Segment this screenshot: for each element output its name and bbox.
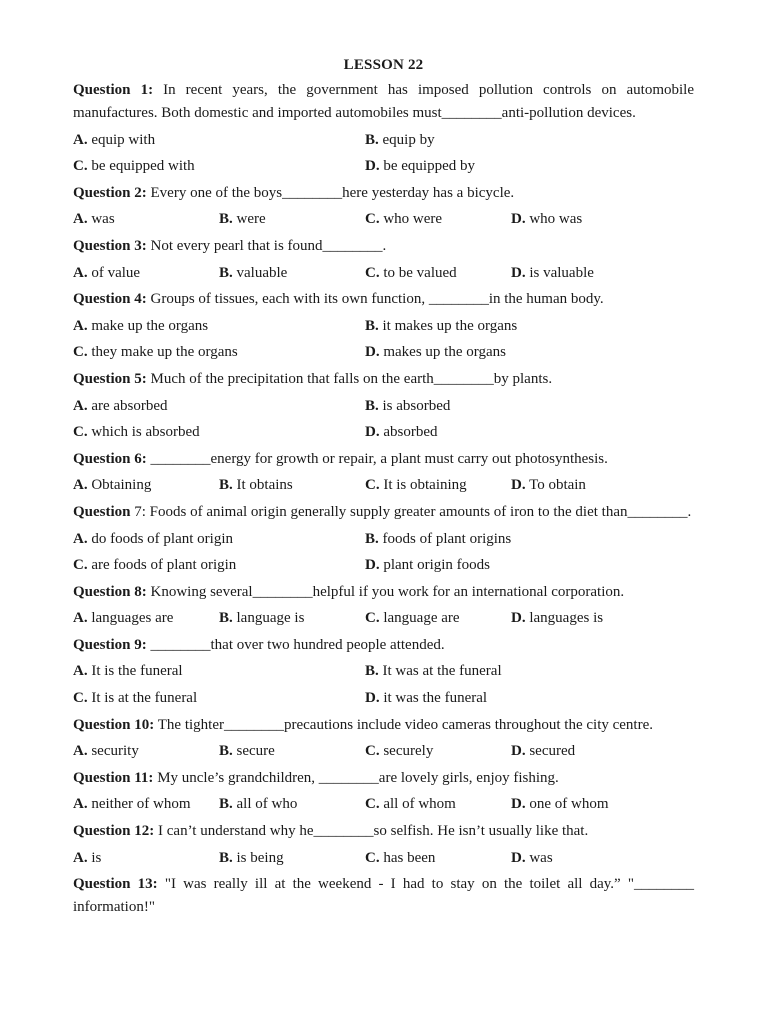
option-letter: D. xyxy=(511,743,526,760)
options-1 xyxy=(73,129,694,179)
option-b xyxy=(219,740,365,763)
option-letter: C. xyxy=(73,424,88,441)
question-label: Question 4: xyxy=(73,291,147,308)
options-2 xyxy=(73,208,694,231)
option-c xyxy=(73,155,365,178)
question-text: Every one of the boys________here yesterday has a bicycle. xyxy=(146,184,515,201)
option-text: has been xyxy=(379,849,436,866)
option-a xyxy=(73,208,219,231)
question-label: Question 2: xyxy=(73,184,147,201)
option-text: To obtain xyxy=(525,477,586,494)
question-label: Question 11: xyxy=(73,769,154,786)
options-6 xyxy=(73,474,694,497)
option-text: make up the organs xyxy=(87,317,209,334)
option-text: it was the funeral xyxy=(379,690,488,707)
question-11 xyxy=(73,767,694,790)
option-a xyxy=(73,262,219,285)
option-c xyxy=(73,554,365,577)
options-3 xyxy=(73,262,694,285)
option-b xyxy=(365,528,657,551)
option-letter: B. xyxy=(219,849,233,866)
option-b xyxy=(219,847,365,870)
options-9 xyxy=(73,660,694,710)
options-11 xyxy=(73,793,694,816)
question-6 xyxy=(73,448,694,471)
option-letter: A. xyxy=(73,211,88,228)
question-3 xyxy=(73,235,694,258)
option-letter: C. xyxy=(73,344,88,361)
option-text: foods of plant origins xyxy=(378,530,512,547)
option-letter: B. xyxy=(365,530,379,547)
option-text: language are xyxy=(379,610,460,627)
option-letter: D. xyxy=(365,344,380,361)
option-text: secured xyxy=(525,743,576,760)
option-b xyxy=(219,262,365,285)
option-c xyxy=(365,607,511,630)
option-text: It obtains xyxy=(232,477,293,494)
option-letter: A. xyxy=(73,317,88,334)
option-b xyxy=(365,315,657,338)
option-letter: B. xyxy=(219,477,233,494)
question-text: Groups of tissues, each with its own function, ________in the human body. xyxy=(146,291,604,308)
option-text: secure xyxy=(232,743,275,760)
option-b xyxy=(219,793,365,816)
options-7 xyxy=(73,528,694,578)
option-text: who was xyxy=(525,211,583,228)
option-a xyxy=(73,660,365,683)
question-label: Question 6: xyxy=(73,450,147,467)
options-12 xyxy=(73,847,694,870)
question-8 xyxy=(73,581,694,604)
question-label: Question 3: xyxy=(73,237,147,254)
option-text: absorbed xyxy=(379,424,438,441)
option-letter: C. xyxy=(73,158,88,175)
option-d xyxy=(511,847,657,870)
option-c xyxy=(365,793,511,816)
question-text: Much of the precipitation that falls on the earth________by plants. xyxy=(146,370,553,387)
option-b xyxy=(365,129,657,152)
option-text: is absorbed xyxy=(378,397,451,414)
option-a xyxy=(73,793,219,816)
question-text: ________energy for growth or repair, a plant must carry out photosynthesis. xyxy=(146,450,608,467)
option-b xyxy=(365,395,657,418)
question-label: Question 13: xyxy=(73,876,158,893)
option-letter: A. xyxy=(73,131,88,148)
option-text: all of who xyxy=(232,796,298,813)
option-text: is valuable xyxy=(525,264,594,281)
option-text: securely xyxy=(379,743,434,760)
option-letter: A. xyxy=(73,849,88,866)
option-text: one of whom xyxy=(525,796,609,813)
option-letter: D. xyxy=(365,158,380,175)
option-letter: C. xyxy=(365,796,380,813)
option-c xyxy=(365,740,511,763)
option-letter: B. xyxy=(219,796,233,813)
option-text: were xyxy=(232,211,266,228)
option-letter: C. xyxy=(365,743,380,760)
option-text: all of whom xyxy=(379,796,456,813)
question-text: Knowing several________helpful if you work for an international corporation. xyxy=(146,583,625,600)
question-text: I can’t understand why he________so selfish. He isn’t usually like that. xyxy=(154,823,589,840)
option-text: it makes up the organs xyxy=(378,317,518,334)
option-d xyxy=(511,208,657,231)
question-label: Question 1: xyxy=(73,82,154,98)
option-text: It was at the funeral xyxy=(378,663,502,680)
option-letter: B. xyxy=(219,743,233,760)
option-text: languages are xyxy=(87,610,174,627)
question-2 xyxy=(73,182,694,205)
question-text: 7: Foods of animal origin generally supply greater amounts of iron to the diet than________. xyxy=(130,503,692,520)
option-a xyxy=(73,395,365,418)
option-a xyxy=(73,315,365,338)
option-text: Obtaining xyxy=(87,477,152,494)
option-d xyxy=(365,421,657,444)
option-text: It is obtaining xyxy=(379,477,467,494)
option-letter: A. xyxy=(73,477,88,494)
option-text: languages is xyxy=(525,610,604,627)
option-d xyxy=(511,740,657,763)
option-letter: A. xyxy=(73,397,88,414)
option-c xyxy=(73,687,365,710)
option-c xyxy=(73,421,365,444)
question-text: My uncle’s grandchildren, ________are lovely girls, enjoy fishing. xyxy=(153,769,559,786)
option-letter: C. xyxy=(365,211,380,228)
option-letter: A. xyxy=(73,743,88,760)
option-letter: B. xyxy=(365,131,379,148)
option-b xyxy=(219,208,365,231)
question-text: The tighter________precautions include video cameras throughout the city centre. xyxy=(154,716,654,733)
option-letter: C. xyxy=(365,477,380,494)
question-10 xyxy=(73,714,694,737)
option-letter: B. xyxy=(365,397,379,414)
question-4 xyxy=(73,288,694,311)
option-text: valuable xyxy=(232,264,288,281)
option-text: to be valued xyxy=(379,264,457,281)
option-letter: D. xyxy=(365,424,380,441)
question-text: In recent years, the government has imposed pollution controls on automobile manufactures. Both domestic and imported automobiles must________anti-pollution devices. xyxy=(73,82,694,121)
option-d xyxy=(365,155,657,178)
option-d xyxy=(511,607,657,630)
option-letter: D. xyxy=(511,264,526,281)
option-text: of value xyxy=(87,264,141,281)
option-a xyxy=(73,740,219,763)
option-letter: D. xyxy=(365,557,380,574)
option-text: they make up the organs xyxy=(87,344,238,361)
option-letter: B. xyxy=(219,610,233,627)
question-13 xyxy=(73,873,694,919)
option-letter: A. xyxy=(73,530,88,547)
options-10 xyxy=(73,740,694,763)
option-d xyxy=(365,554,657,577)
page-title: LESSON 22 xyxy=(343,57,424,73)
question-label: Question 8: xyxy=(73,583,147,600)
option-c xyxy=(365,847,511,870)
option-letter: D. xyxy=(511,796,526,813)
option-letter: D. xyxy=(511,610,526,627)
option-b xyxy=(219,607,365,630)
option-text: was xyxy=(87,211,115,228)
option-letter: D. xyxy=(511,849,526,866)
option-c xyxy=(365,262,511,285)
option-letter: B. xyxy=(219,211,233,228)
option-letter: D. xyxy=(365,690,380,707)
option-c xyxy=(73,341,365,364)
question-label: Question 10: xyxy=(73,716,155,733)
question-label: Question 12: xyxy=(73,823,155,840)
option-text: which is absorbed xyxy=(87,424,200,441)
option-letter: A. xyxy=(73,610,88,627)
option-text: plant origin foods xyxy=(379,557,490,574)
option-text: do foods of plant origin xyxy=(87,530,233,547)
option-letter: C. xyxy=(365,264,380,281)
option-text: language is xyxy=(232,610,305,627)
question-label: Question xyxy=(73,503,131,520)
option-text: are absorbed xyxy=(87,397,168,414)
option-letter: B. xyxy=(219,264,233,281)
option-letter: C. xyxy=(365,849,380,866)
option-text: who were xyxy=(379,211,443,228)
option-letter: B. xyxy=(365,317,379,334)
option-letter: C. xyxy=(365,610,380,627)
question-1 xyxy=(73,79,694,125)
option-text: was xyxy=(525,849,553,866)
option-text: security xyxy=(87,743,139,760)
option-text: neither of whom xyxy=(87,796,191,813)
option-letter: D. xyxy=(511,211,526,228)
option-c xyxy=(365,208,511,231)
option-text: It is the funeral xyxy=(87,663,183,680)
question-label: Question 5: xyxy=(73,370,147,387)
option-a xyxy=(73,474,219,497)
option-b xyxy=(219,474,365,497)
question-text: ________that over two hundred people attended. xyxy=(146,636,445,653)
option-letter: A. xyxy=(73,663,88,680)
option-d xyxy=(365,341,657,364)
option-b xyxy=(365,660,657,683)
option-text: are foods of plant origin xyxy=(87,557,237,574)
option-text: equip with xyxy=(87,131,156,148)
question-5 xyxy=(73,368,694,391)
option-c xyxy=(365,474,511,497)
option-text: be equipped with xyxy=(87,158,195,175)
option-text: is xyxy=(87,849,102,866)
option-d xyxy=(511,793,657,816)
option-a xyxy=(73,607,219,630)
option-text: is being xyxy=(232,849,284,866)
option-letter: D. xyxy=(511,477,526,494)
option-letter: C. xyxy=(73,690,88,707)
options-8 xyxy=(73,607,694,630)
option-text: It is at the funeral xyxy=(87,690,198,707)
option-d xyxy=(365,687,657,710)
option-a xyxy=(73,129,365,152)
question-text: Not every pearl that is found________. xyxy=(146,237,387,254)
question-9 xyxy=(73,634,694,657)
options-5 xyxy=(73,395,694,445)
option-text: be equipped by xyxy=(379,158,475,175)
option-a xyxy=(73,847,219,870)
option-text: makes up the organs xyxy=(379,344,506,361)
question-12 xyxy=(73,820,694,843)
option-letter: B. xyxy=(365,663,379,680)
option-letter: C. xyxy=(73,557,88,574)
question-label: Question 9: xyxy=(73,636,147,653)
question-7 xyxy=(73,501,694,524)
question-text: "I was really ill at the weekend - I had to stay on the toilet all day.” "________ information!" xyxy=(73,876,694,916)
option-letter: A. xyxy=(73,796,88,813)
options-4 xyxy=(73,315,694,365)
option-d xyxy=(511,474,657,497)
option-d xyxy=(511,262,657,285)
option-a xyxy=(73,528,365,551)
option-letter: A. xyxy=(73,264,88,281)
option-text: equip by xyxy=(378,131,435,148)
